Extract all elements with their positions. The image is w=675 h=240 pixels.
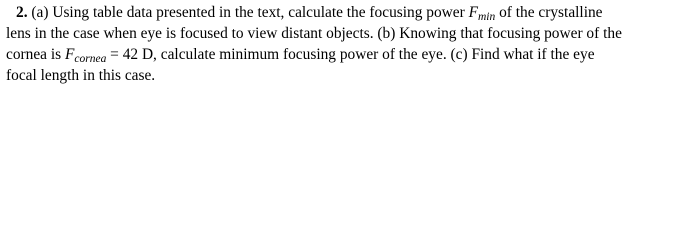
problem-line-4: focal length in this case. (6, 67, 156, 84)
problem-line-2: lens in the case when eye is focused to view distant objects. (b) Knowing that focusing power of the (6, 25, 622, 42)
f-min-symbol: F (468, 4, 478, 21)
part-a-text: (a) Using table data presented in the text, calculate the focusing power (27, 4, 469, 21)
line3-tail: = 42 D, calculate minimum focusing power of the eye. (c) Find what if the eye (106, 46, 595, 63)
f-cornea-symbol: F (64, 46, 75, 63)
line1-tail: of the crystalline (495, 4, 603, 21)
line3-head: cornea is (6, 46, 65, 63)
problem-line-3 (6, 44, 668, 65)
problem-line-1 (6, 2, 668, 23)
problem-text (6, 2, 668, 86)
f-min-subscript: min (477, 11, 496, 23)
f-cornea-subscript: cornea (74, 53, 107, 65)
problem-number: 2. (16, 4, 28, 21)
